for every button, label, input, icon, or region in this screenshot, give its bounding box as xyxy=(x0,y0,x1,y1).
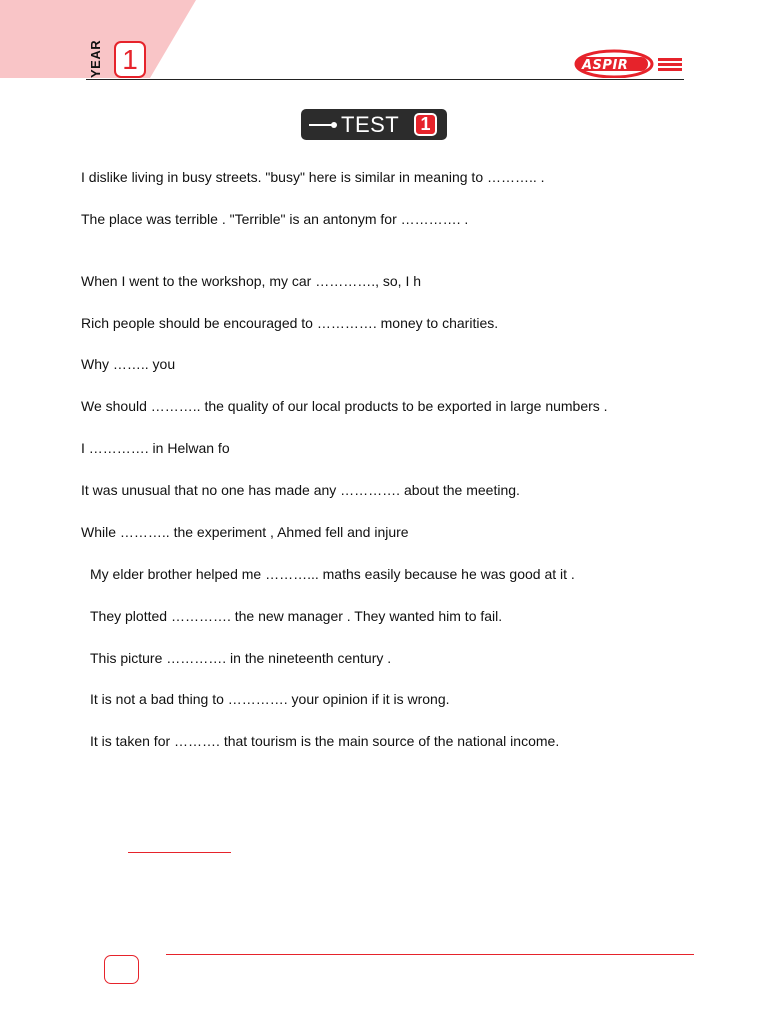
question-item: I …………. in Helwan fo xyxy=(81,440,230,456)
question-item: When I went to the workshop, my car …………., so, I h xyxy=(81,273,422,289)
question-item: My elder brother helped me ………... maths easily because he was good at it . xyxy=(90,566,575,582)
test-badge xyxy=(301,109,447,140)
question-item: It is taken for ………. that tourism is the main source of the national income. xyxy=(90,733,560,749)
svg-text:ASPIR: ASPIR xyxy=(582,58,629,73)
header-divider xyxy=(86,79,684,80)
question-item: It is not a bad thing to …………. your opinion if it is wrong. xyxy=(90,691,450,707)
red-underline xyxy=(128,852,231,853)
question-item: The place was terrible . "Terrible" is an antonym for …………. . xyxy=(81,211,469,227)
question-item: Rich people should be encouraged to …………. money to charities. xyxy=(81,315,499,331)
year-number-box xyxy=(114,41,146,78)
question-item: I dislike living in busy streets. "busy" here is similar in meaning to ……….. . xyxy=(81,169,545,185)
test-number: 1 xyxy=(414,113,437,136)
question-item: It was unusual that no one has made any …………. about the meeting. xyxy=(81,482,520,498)
question-item: This picture …………. in the nineteenth century . xyxy=(90,650,392,666)
page-number-box xyxy=(104,955,139,984)
footer-divider xyxy=(166,954,694,955)
question-item: They plotted …………. the new manager . They wanted him to fail. xyxy=(90,608,503,624)
question-item: We should ……….. the quality of our local products to be exported in large numbers . xyxy=(81,398,608,414)
test-label: TEST xyxy=(341,112,400,137)
question-item: While ……….. the experiment , Ahmed fell and injure xyxy=(81,524,409,540)
year-label: YEAR xyxy=(88,39,103,78)
aspire-logo xyxy=(574,48,686,78)
question-item: Why …….. you xyxy=(81,356,176,372)
arrow-icon xyxy=(309,124,335,126)
year-number: 1 xyxy=(122,43,138,75)
